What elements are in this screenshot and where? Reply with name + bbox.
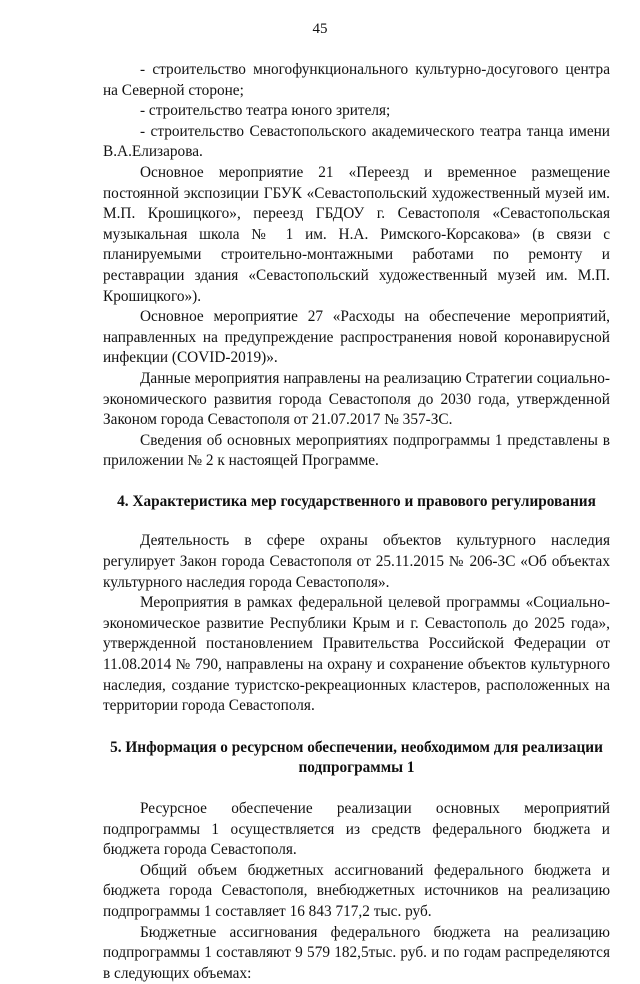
paragraph: Основное мероприятие 21 «Переезд и временное размещение постоянной экспозиции ГБУК «Севастопольский художественный музей им. М.П. Крошицкого», переезд ГБДОУ г. Севастополя «Севастопольская музыкальная школа № 1 им. Н.А. Римского-Корсакова» (в связи с планируемыми строительно-монтажными работами по ремонту и реставрации здания «Севастопольский художественный музей им. М.П. Крошицкого»). (103, 163, 610, 305)
section-5-heading-line-1: 5. Информация о ресурсном обеспечении, необходимом для реализации (110, 738, 603, 756)
paragraph: Основное мероприятие 27 «Расходы на обеспечение мероприятий, направленных на предупреждение распространения новой коронавирусной инфекции (COVID-2019)». (103, 308, 610, 367)
paragraph: Ресурсное обеспечение реализации основных мероприятий подпрограммы 1 осуществляется из средств федерального бюджета и бюджета города Севастополя. (103, 800, 610, 859)
section-4-heading: 4. Характеристика мер государственного и правового регулирования (117, 492, 596, 510)
paragraph: Бюджетные ассигнования федерального бюджета на реализацию подпрограммы 1 составляют 9 579 182,5тыс. руб. и по годам распределяются в следующих объемах: (103, 923, 610, 982)
paragraph: Деятельность в сфере охраны объектов культурного наследия регулирует Закон города Севастополя от 25.11.2015 № 206-ЗС «Об объектах культурного наследия города Севастополя». (103, 532, 610, 591)
page-number: 45 (312, 21, 328, 37)
paragraph: Мероприятия в рамках федеральной целевой программы «Социально-экономическое развитие Республики Крым и г. Севастополь до 2025 года», утвержденной постановлением Правительства Российской Федерации от 11.08.2014 № 790, направлены на охрану и сохранение объектов культурного наследия, создание туристско-рекреационных кластеров, расположенных на территории города Севастополя. (103, 594, 610, 715)
bullet-item: - строительство Севастопольского академического театра танца имени В.А.Елизарова. (103, 122, 610, 161)
page-content (103, 60, 610, 984)
section-5-heading (103, 738, 610, 779)
paragraph: Данные мероприятия направлены на реализацию Стратегии социально-экономического развития города Севастополя до 2030 года, утвержденной Законом города Севастополя от 21.07.2017 № 357-ЗС. (103, 369, 610, 429)
paragraph: Общий объем бюджетных ассигнований федерального бюджета и бюджета города Севастополя, внебюджетных источников на реализацию подпрограммы 1 составляет 16 843 717,2 тыс. руб. (103, 861, 610, 920)
paragraph: Сведения об основных мероприятиях подпрограммы 1 представлены в приложении № 2 к настоящей Программе. (103, 431, 610, 470)
bullet-item: - строительство театра юного зрителя; (140, 102, 391, 120)
bullet-item: - строительство многофункционального культурно-досугового центра на Северной стороне; (103, 61, 610, 99)
section-5-heading-line-2: подпрограммы 1 (298, 759, 415, 777)
